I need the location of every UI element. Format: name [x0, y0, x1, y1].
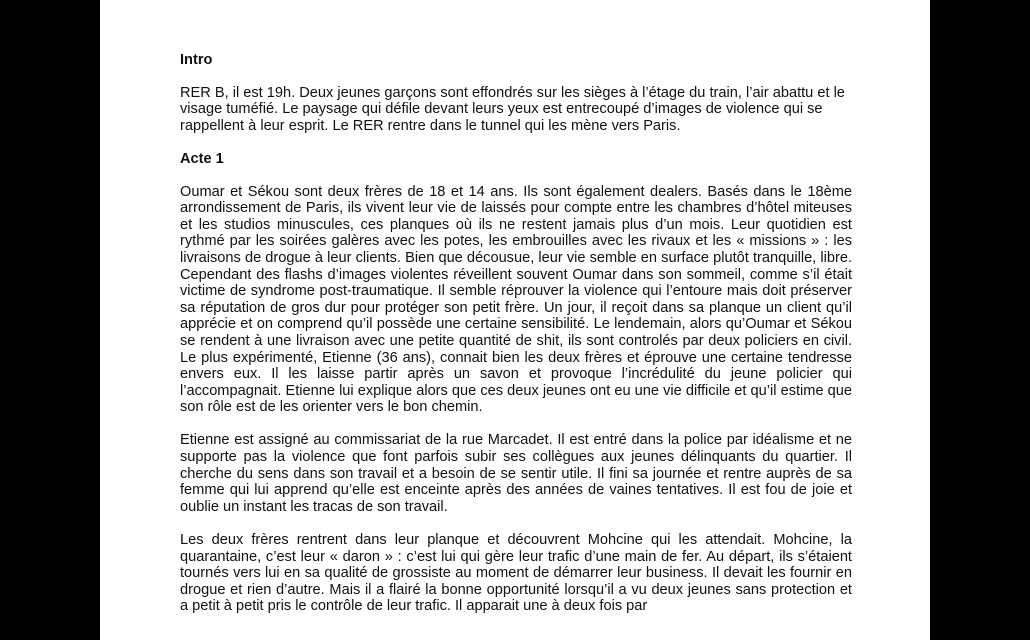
acte1-paragraph-3: Les deux frères rentrent dans leur planque et découvrent Mohcine qui les attendait. Mohcine, la quarantaine, c’est leur « daron » : c’est lui qui gère leur trafic d’une main de fer. Au départ, ils s’étaient tournés vers lui en sa qualité de grossiste au moment de démarrer leur business. Il devait les fournir en drogue et rien d’autre. Mais il a flairé la bonne opportunité lorsqu’il a vu deux jeunes sans protection et a petit à petit pris le contrôle de leur trafic. Il apparait une à deux fois par [180, 532, 852, 615]
intro-heading: Intro [180, 52, 213, 68]
document-content [180, 52, 852, 632]
intro-paragraph: RER B, il est 19h. Deux jeunes garçons sont effondrés sur les sièges à l’étage du train, l’air abattu et le visage tuméfié. Le paysage qui défile devant leurs yeux est entrecoupé d’images de violence qui se rappellent à leur esprit. Le RER rentre dans le tunnel qui les mène vers Paris. [180, 84, 845, 134]
acte1-paragraph-1: Oumar et Sékou sont deux frères de 18 et 14 ans. Ils sont également dealers. Basés dans le 18ème arrondissement de Paris, ils vivent leur vie de laissés pour compte entre les chambres d’hôtel miteuses et les studios minuscules, ces planques où ils ne restent jamais plus d’un mois. Leur quotidien est rythmé par les soirées galères avec les potes, les embrouilles avec les rivaux et les « missions » : les livraisons de drogue à leur clients. Bien que décousue, leur vie semble en surface plutôt tranquille, libre. Cependant des flashs d’images violentes réveillent souvent Oumar dans son sommeil, comme s’il était victime de syndrome post-traumatique. Il semble réprouver la violence qui l’entoure mais doit préserver sa réputation de gros dur pour protéger son petit frère. Un jour, il reçoit dans sa planque un client qu’il apprécie et on comprend qu’il possède une certaine sensibilité. Le lendemain, alors qu’Oumar et Sékou se rendent à une livraison avec une petite quantité de shit, ils sont controlés par deux policiers en civil. Le plus expérimenté, Etienne (36 ans), connait bien les deux frères et éprouve une certaine tendresse envers eux. Il les laisse partir après un savon et provoque l’incrédulité du jeune policier qui l’accompagnait. Etienne lui explique alors que ces deux jeunes ont eu une vie difficile et qu’il estime que son rôle est de les orienter vers le bon chemin. [180, 183, 852, 416]
acte1-paragraph-2: Etienne est assigné au commissariat de la rue Marcadet. Il est entré dans la police par idéalisme et ne supporte pas la violence que font parfois subir ses collègues aux jeunes délinquants du quartier. Il cherche du sens dans son travail et a besoin de se sentir utile. Il fini sa journée et rentre auprès de sa femme qui lui apprend qu’elle est enceinte après des années de vaines tentatives. Il est fou de joie et oublie un instant les tracas de son travail. [180, 432, 852, 515]
acte1-heading: Acte 1 [180, 150, 224, 167]
document-page [100, 0, 930, 640]
